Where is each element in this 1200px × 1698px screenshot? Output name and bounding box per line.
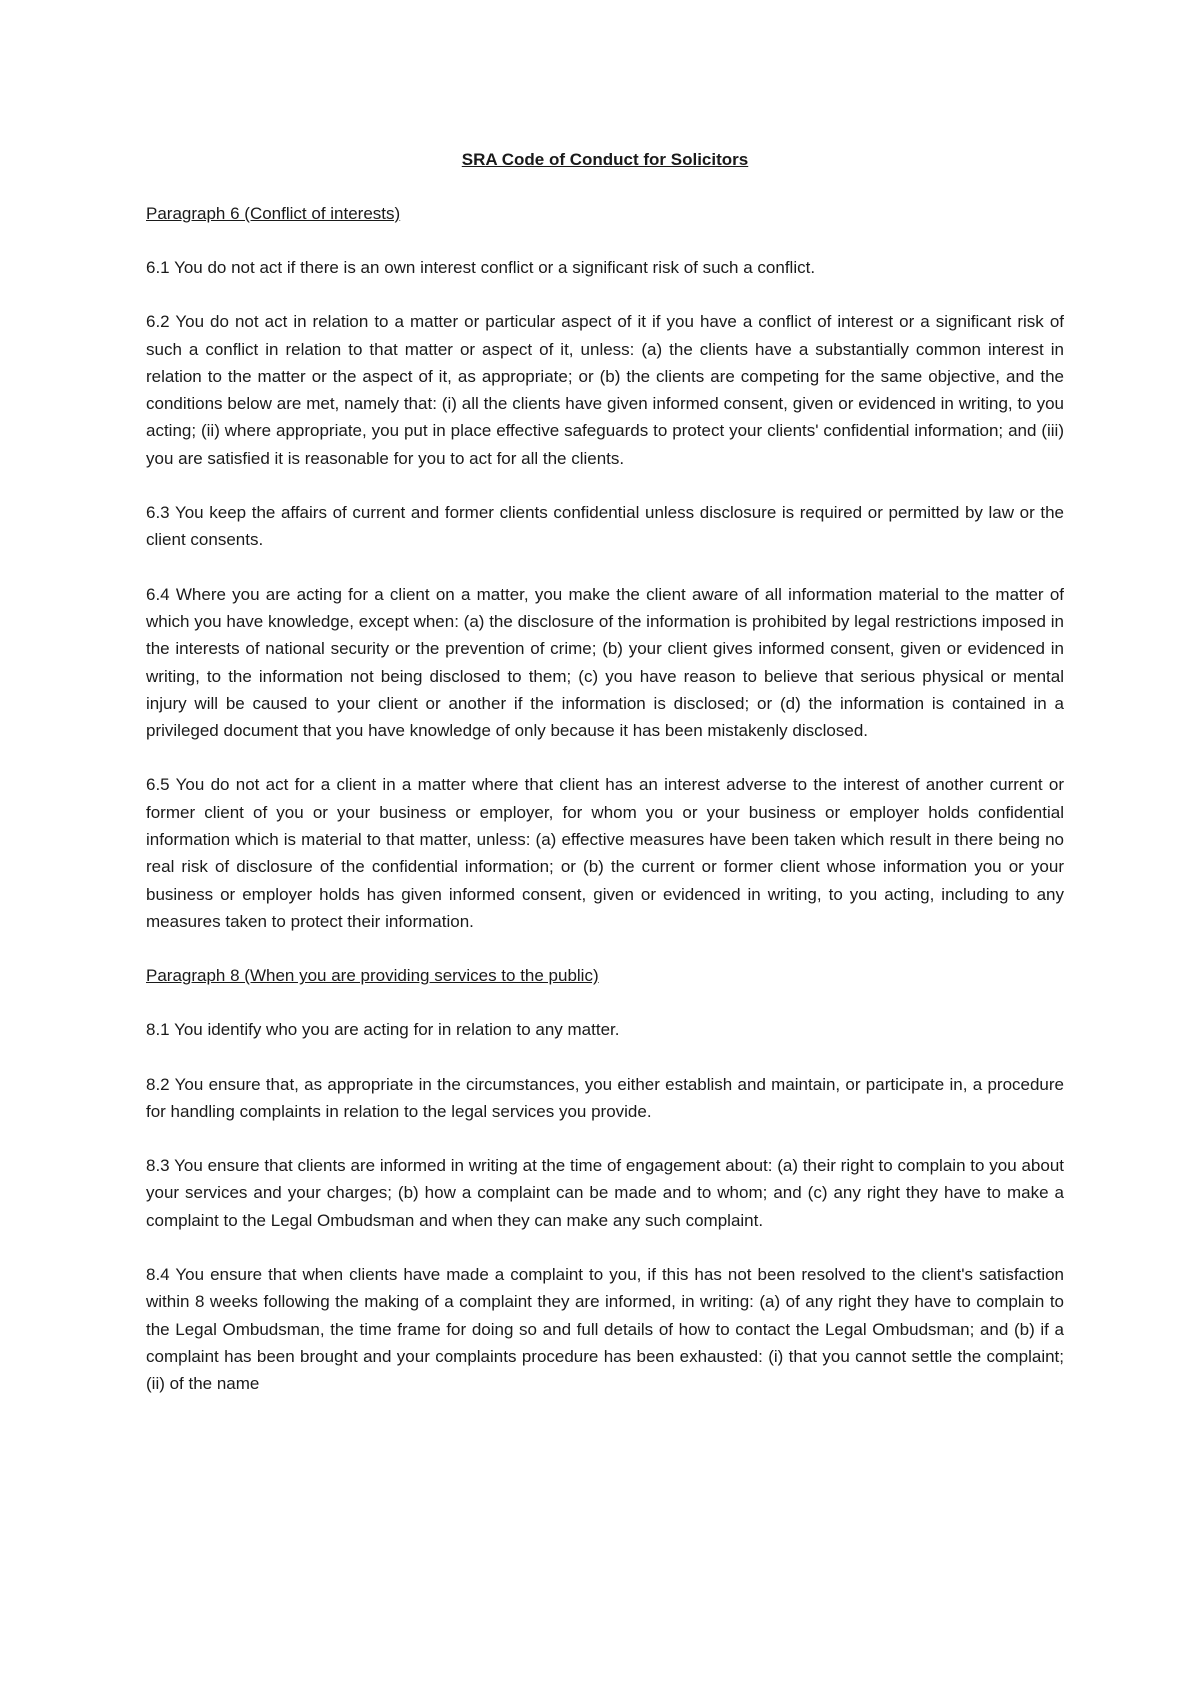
clause-number: 6.4 [146,584,170,604]
clause-6-1 [146,254,1064,281]
clause-number: 6.3 [146,503,170,523]
clause-8-3 [146,1152,1064,1234]
clause-text: Where you are acting for a client on a matter, you make the client aware of all information material to the matter of which you have knowledge, except when: (a) the disclosure of the information is prohibited by legal restrictions imposed in the interests of national security or the prevention of crime; (b) your client gives informed consent, given or evidenced in writing, to the information not being disclosed to them; (c) you have reason to believe that serious physical or mental injury will be caused to your client or another if the information is disclosed; or (d) the information is contained in a privileged document that you have knowledge of only because it has been mistakenly disclosed. [146,584,1064,741]
clause-number: 8.4 [146,1265,170,1285]
document-title: SRA Code of Conduct for Solicitors [461,150,749,169]
section-heading: Paragraph 6 (Conflict of interests) [146,204,401,223]
clause-number: 6.1 [146,258,170,277]
clause-number: 6.5 [146,775,170,795]
clause-8-2 [146,1071,1064,1126]
clause-number: 8.2 [146,1074,170,1094]
clause-text: You do not act for a client in a matter where that client has an interest adverse to the interest of another current or former client of you or your business or employer, for whom you or your business or employer holds confidential information which is material to that matter, unless: (a) effective measures have been taken which result in there being no real risk of disclosure of the confidential information; or (b) the current or former client whose information you or your business or employer holds has given informed consent, given or evidenced in writing, to you acting, including to any measures taken to protect their information. [146,775,1064,931]
clause-6-5 [146,771,1064,935]
clause-text: You keep the affairs of current and former clients confidential unless disclosure is required or permitted by law or the client consents. [146,503,1064,550]
clause-text: You ensure that clients are informed in writing at the time of engagement about: (a) their right to complain to you about your services and your charges; (b) how a complaint can be made and to whom; and (c) any right they have to make a complaint to the Legal Ombudsman and when they can make any such complaint. [146,1156,1064,1230]
clause-8-4 [146,1261,1064,1397]
clause-8-1 [146,1016,1064,1043]
clause-6-2 [146,308,1064,472]
clause-number: 6.2 [146,312,170,332]
section-heading: Paragraph 8 (When you are providing services to the public) [146,966,599,986]
clause-6-3 [146,499,1064,554]
clause-text: You ensure that when clients have made a complaint to you, if this has not been resolved to the client's satisfaction within 8 weeks following the making of a complaint they are informed, in writing: (a) of any right they have to complain to the Legal Ombudsman, the time frame for doing so and full details of how to contact the Legal Ombudsman; and (b) if a complaint has been brought and your complaints procedure has been exhausted: (i) that you cannot settle the complaint; (ii) of the name [146,1265,1065,1394]
section-paragraph-6 [146,200,1064,935]
clause-text: You ensure that, as appropriate in the circumstances, you either establish and maintain, or participate in, a procedure for handling complaints in relation to the legal services you provide. [146,1074,1064,1121]
clause-6-4 [146,581,1064,745]
clause-text: You do not act if there is an own interest conflict or a significant risk of such a conflict. [174,258,816,277]
clause-text: You identify who you are acting for in relation to any matter. [174,1020,620,1040]
clause-text: You do not act in relation to a matter or particular aspect of it if you have a conflict of interest or a significant risk of such a conflict in relation to that matter or aspect of it, unless: (a) the clients have a substantially common interest in relation to the matter or the aspect of it, as appropriate; or (b) the clients are competing for the same objective, and the conditions below are met, namely that: (i) all the clients have given informed consent, given or evidenced in writing, to you acting; (ii) where appropriate, you put in place effective safeguards to protect your clients' confidential information; and (iii) you are satisfied it is reasonable for you to act for all the clients. [146,312,1064,468]
section-paragraph-8 [146,962,1064,1397]
clause-number: 8.1 [146,1020,170,1040]
clause-number: 8.3 [146,1156,170,1176]
